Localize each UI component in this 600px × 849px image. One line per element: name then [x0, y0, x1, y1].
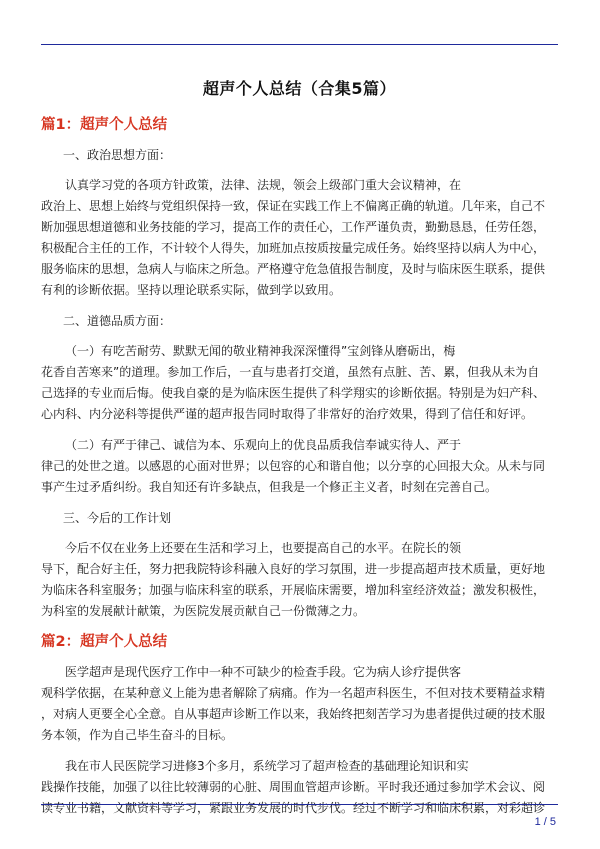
paragraph-line: 有利的诊断依据。坚持以理论联系实际，做到学以致用。 [41, 283, 342, 297]
section-title: 篇2：超声个人总结 [41, 634, 168, 650]
subsection-heading: 一、政治思想方面： [63, 148, 172, 162]
paragraph [41, 662, 558, 746]
paragraph-line: 为科室的发展献计献策，为医院发展贡献自己一份微薄之力。 [41, 604, 366, 618]
paragraph-line: 己选择的专业而后悔。使我自豪的是为临床医生提供了科学翔实的诊断依据。特别是为妇产科、 [41, 386, 546, 400]
subsection-heading: 二、道德品质方面： [63, 314, 172, 328]
paragraph-line: 花香自苦寒来”的道理。参加工作后，一直与患者打交道，虽然有点脏、苦、累，但我从未为自 [41, 365, 540, 379]
subsection-heading: 三、今后的工作计划 [63, 511, 172, 525]
document-title: 超声个人总结（合集5篇） [202, 79, 397, 98]
paragraph [41, 538, 558, 622]
paragraph-line: 心内科、内分泌科等提供严谨的超声报告同时取得了非常好的治疗效果，得到了信任和好评。 [41, 407, 534, 421]
paragraph-line: 读专业书籍，文献资料等学习，紧跟业务发展的时代步伐。经过不断学习和临床积累，对彩超诊 [41, 801, 546, 815]
paragraph-line: 践操作技能，加强了以往比较薄弱的心脏、周围血管超声诊断。平时我还通过参加学术会议、阅 [41, 780, 546, 794]
paragraph [41, 175, 558, 301]
page-number: 1 / 5 [534, 816, 556, 828]
sections-container [41, 115, 558, 819]
footer-rule [41, 804, 558, 805]
paragraph-line: 断加强思想道德和业务技能的学习，提高工作的责任心，工作严谨负责，勤勤恳恳，任劳任怨， [41, 220, 546, 234]
paragraph-line: 务本领，作为自己毕生奋斗的目标。 [41, 728, 234, 742]
paragraph-line: 我在市人民医院学习进修3个多月，系统学习了超声检查的基础理论知识和实 [65, 759, 469, 773]
paragraph-line: 政治上、思想上始终与党组织保持一致，保证在实践工作上不偏离正确的轨道。几年来，自己不 [41, 199, 546, 213]
paragraph-line: 认真学习党的各项方针政策，法律、法规，领会上级部门重大会议精神，在 [65, 178, 462, 192]
paragraph-line: （二）有严于律己、诚信为本、乐观向上的优良品质我信奉诚实待人、严于 [65, 438, 462, 452]
paragraph-line: 导下，配合好主任，努力把我院特诊科融入良好的学习氛围，进一步提高超声技术质量，更好地 [41, 562, 546, 576]
paragraph-line: 积极配合主任的工作，不计较个人得失，加班加点按质按量完成任务。始终坚持以病人为中心， [41, 241, 546, 255]
paragraph [41, 756, 558, 819]
section-title: 篇1：超声个人总结 [41, 117, 168, 133]
paragraph-line: （一）有吃苦耐劳、默默无闻的敬业精神我深深懂得”宝剑锋从磨砺出，梅 [65, 344, 456, 358]
document-body [41, 60, 558, 829]
header-rule [41, 44, 558, 45]
paragraph [41, 341, 558, 425]
paragraph-line: ，对病人更要全心全意。自从事超声诊断工作以来，我始终把刻苦学习为患者提供过硬的技术服 [41, 707, 546, 721]
paragraph-line: 事产生过矛盾纠纷。我自知还有许多缺点，但我是一个修正主义者，时刻在完善自己。 [41, 480, 498, 494]
paragraph-line: 今后不仅在业务上还要在生活和学习上，也要提高自己的水平。在院长的领 [65, 541, 462, 555]
paragraph-line: 律己的处世之道。以感恩的心面对世界；以包容的心和谐自他；以分享的心回报大众。从未与同 [41, 459, 546, 473]
paragraph-line: 医学超声是现代医疗工作中一种不可缺少的检查手段。它为病人诊疗提供客 [65, 665, 462, 679]
paragraph [41, 435, 558, 498]
paragraph-line: 为临床各科室服务；加强与临床科室的联系，开展临床需要，增加科室经济效益；激发积极性， [41, 583, 546, 597]
paragraph-line: 服务临床的思想，急病人与临床之所急。严格遵守危急值报告制度，及时与临床医生联系，提供 [41, 262, 546, 276]
paragraph-line: 观科学依据，在某种意义上能为患者解除了病痛。作为一名超声科医生，不但对技术要精益求精 [41, 686, 546, 700]
